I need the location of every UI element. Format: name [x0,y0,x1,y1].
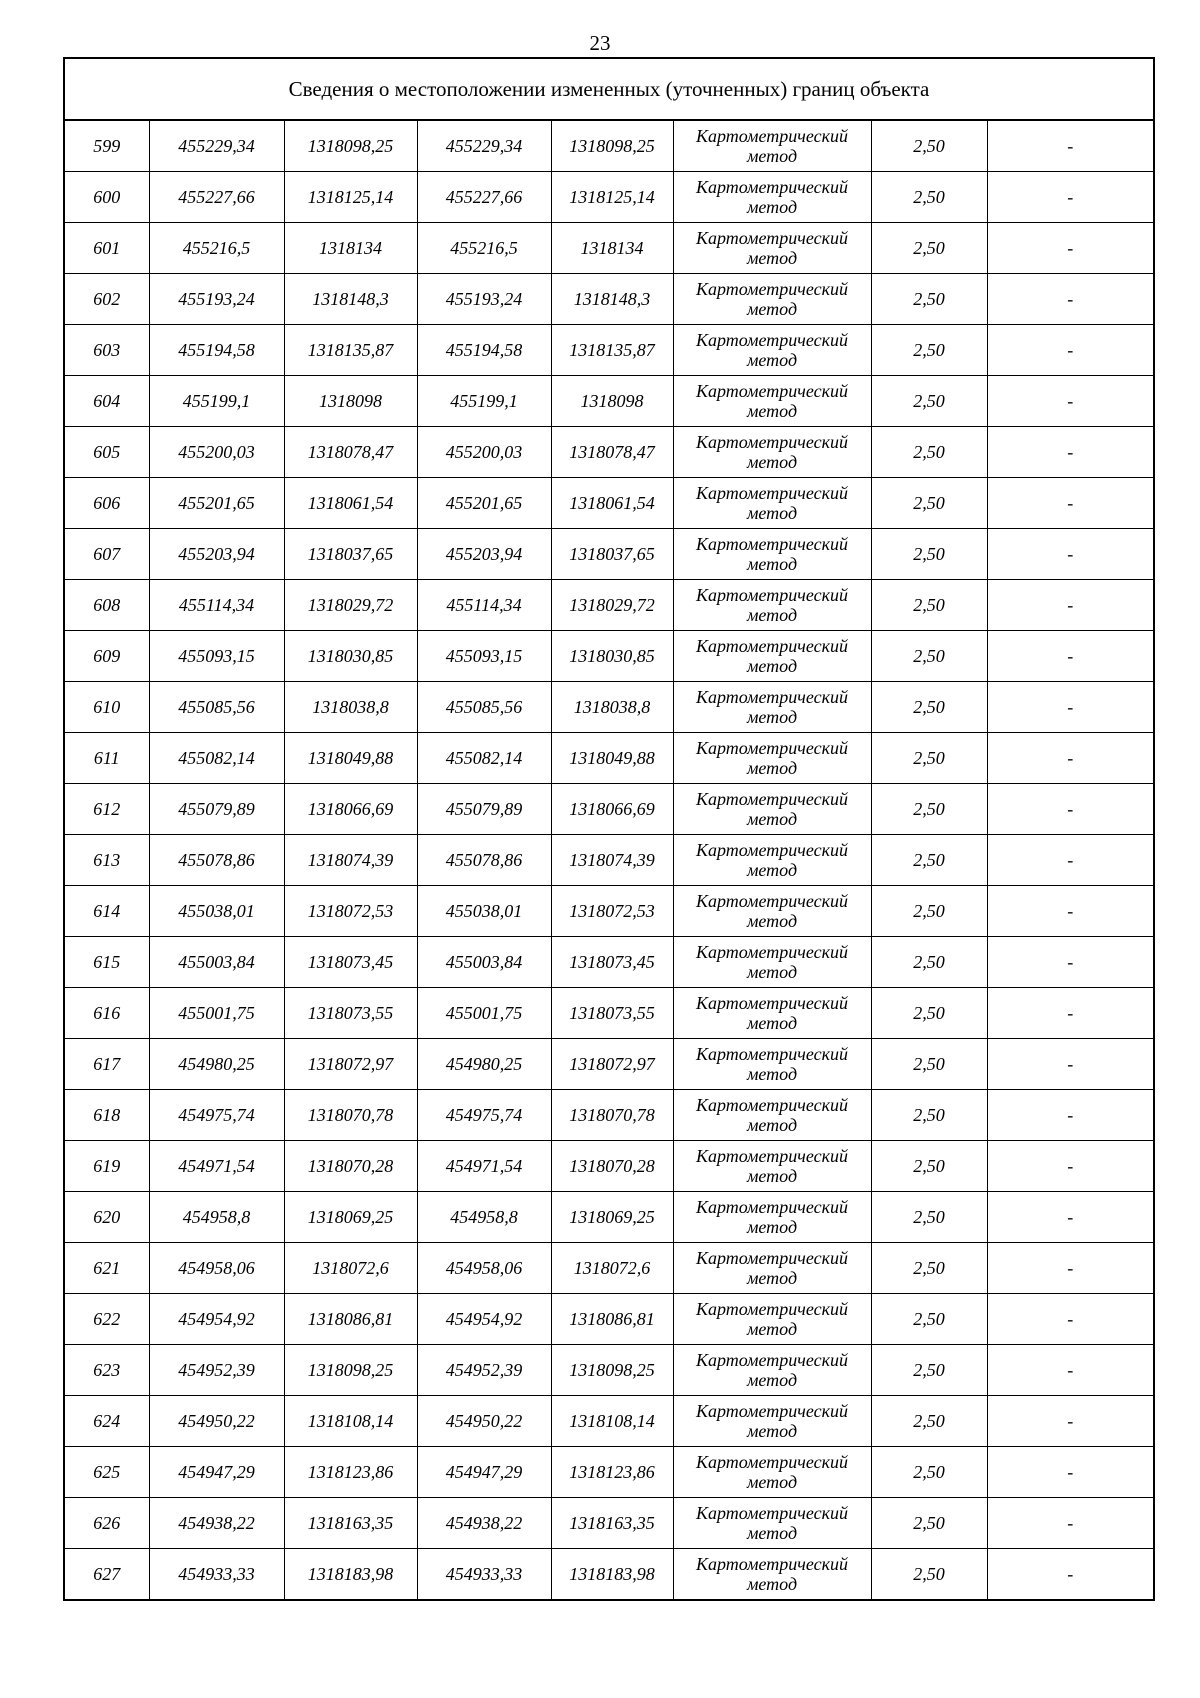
table-row [64,937,1154,988]
accuracy-cell: 2,50 [871,274,987,325]
existing-y-cell: 1318183,98 [284,1549,417,1601]
table-row [64,682,1154,733]
existing-y-cell: 1318070,28 [284,1141,417,1192]
refined-x-cell: 455216,5 [417,223,551,274]
existing-y-cell: 1318086,81 [284,1294,417,1345]
note-cell: - [987,120,1154,172]
accuracy-cell: 2,50 [871,1447,987,1498]
point-number-cell: 599 [64,120,149,172]
refined-y-cell: 1318029,72 [551,580,673,631]
existing-y-cell: 1318070,78 [284,1090,417,1141]
point-number-cell: 623 [64,1345,149,1396]
method-cell: Картометрический метод [673,1498,871,1549]
table-row [64,733,1154,784]
point-number-cell: 621 [64,1243,149,1294]
method-cell: Картометрический метод [673,1192,871,1243]
method-cell: Картометрический метод [673,1039,871,1090]
method-cell: Картометрический метод [673,1243,871,1294]
existing-y-cell: 1318108,14 [284,1396,417,1447]
refined-y-cell: 1318073,45 [551,937,673,988]
accuracy-cell: 2,50 [871,784,987,835]
refined-y-cell: 1318163,35 [551,1498,673,1549]
note-cell: - [987,1039,1154,1090]
note-cell: - [987,1090,1154,1141]
table-row [64,1192,1154,1243]
table-header-row [64,58,1154,120]
refined-x-cell: 454954,92 [417,1294,551,1345]
point-number-cell: 600 [64,172,149,223]
point-number-cell: 619 [64,1141,149,1192]
note-cell: - [987,580,1154,631]
refined-x-cell: 455079,89 [417,784,551,835]
accuracy-cell: 2,50 [871,1498,987,1549]
table-title: Сведения о местоположении измененных (уточненных) границ объекта [64,58,1154,120]
accuracy-cell: 2,50 [871,631,987,682]
point-number-cell: 602 [64,274,149,325]
point-number-cell: 614 [64,886,149,937]
accuracy-cell: 2,50 [871,988,987,1039]
table-row [64,325,1154,376]
method-cell: Картометрический метод [673,325,871,376]
note-cell: - [987,325,1154,376]
refined-x-cell: 455093,15 [417,631,551,682]
refined-x-cell: 455114,34 [417,580,551,631]
refined-x-cell: 455085,56 [417,682,551,733]
point-number-cell: 601 [64,223,149,274]
refined-y-cell: 1318066,69 [551,784,673,835]
point-number-cell: 617 [64,1039,149,1090]
refined-x-cell: 454980,25 [417,1039,551,1090]
refined-y-cell: 1318135,87 [551,325,673,376]
refined-y-cell: 1318030,85 [551,631,673,682]
method-cell: Картометрический метод [673,172,871,223]
existing-x-cell: 455216,5 [149,223,284,274]
existing-y-cell: 1318030,85 [284,631,417,682]
note-cell: - [987,1192,1154,1243]
accuracy-cell: 2,50 [871,376,987,427]
existing-x-cell: 455093,15 [149,631,284,682]
note-cell: - [987,1549,1154,1601]
existing-y-cell: 1318078,47 [284,427,417,478]
method-cell: Картометрический метод [673,120,871,172]
refined-x-cell: 455229,34 [417,120,551,172]
table-row [64,988,1154,1039]
note-cell: - [987,478,1154,529]
accuracy-cell: 2,50 [871,478,987,529]
table-row [64,274,1154,325]
accuracy-cell: 2,50 [871,120,987,172]
note-cell: - [987,1294,1154,1345]
table-row [64,631,1154,682]
point-number-cell: 604 [64,376,149,427]
note-cell: - [987,937,1154,988]
table-row [64,223,1154,274]
refined-y-cell: 1318134 [551,223,673,274]
accuracy-cell: 2,50 [871,937,987,988]
table-row [64,427,1154,478]
existing-x-cell: 454958,8 [149,1192,284,1243]
existing-y-cell: 1318061,54 [284,478,417,529]
point-number-cell: 610 [64,682,149,733]
existing-x-cell: 454958,06 [149,1243,284,1294]
existing-x-cell: 455003,84 [149,937,284,988]
table-row [64,1549,1154,1601]
existing-y-cell: 1318037,65 [284,529,417,580]
existing-y-cell: 1318069,25 [284,1192,417,1243]
refined-x-cell: 454975,74 [417,1090,551,1141]
refined-x-cell: 454938,22 [417,1498,551,1549]
note-cell: - [987,223,1154,274]
existing-y-cell: 1318135,87 [284,325,417,376]
accuracy-cell: 2,50 [871,1141,987,1192]
existing-x-cell: 455229,34 [149,120,284,172]
existing-x-cell: 455200,03 [149,427,284,478]
existing-y-cell: 1318072,97 [284,1039,417,1090]
method-cell: Картометрический метод [673,733,871,784]
accuracy-cell: 2,50 [871,1039,987,1090]
existing-x-cell: 455114,34 [149,580,284,631]
table-row [64,1243,1154,1294]
existing-y-cell: 1318072,53 [284,886,417,937]
accuracy-cell: 2,50 [871,580,987,631]
refined-y-cell: 1318037,65 [551,529,673,580]
existing-x-cell: 455194,58 [149,325,284,376]
method-cell: Картометрический метод [673,478,871,529]
note-cell: - [987,1141,1154,1192]
point-number-cell: 622 [64,1294,149,1345]
method-cell: Картометрический метод [673,1345,871,1396]
existing-y-cell: 1318148,3 [284,274,417,325]
table-row [64,886,1154,937]
refined-y-cell: 1318148,3 [551,274,673,325]
method-cell: Картометрический метод [673,1141,871,1192]
accuracy-cell: 2,50 [871,682,987,733]
accuracy-cell: 2,50 [871,1243,987,1294]
existing-x-cell: 454933,33 [149,1549,284,1601]
table-row [64,1498,1154,1549]
point-number-cell: 613 [64,835,149,886]
refined-y-cell: 1318069,25 [551,1192,673,1243]
table-row [64,1396,1154,1447]
method-cell: Картометрический метод [673,1447,871,1498]
accuracy-cell: 2,50 [871,886,987,937]
existing-x-cell: 455078,86 [149,835,284,886]
existing-x-cell: 455085,56 [149,682,284,733]
note-cell: - [987,172,1154,223]
existing-y-cell: 1318123,86 [284,1447,417,1498]
existing-y-cell: 1318066,69 [284,784,417,835]
note-cell: - [987,427,1154,478]
existing-x-cell: 455082,14 [149,733,284,784]
refined-y-cell: 1318086,81 [551,1294,673,1345]
existing-x-cell: 455193,24 [149,274,284,325]
existing-y-cell: 1318073,55 [284,988,417,1039]
point-number-cell: 618 [64,1090,149,1141]
table-row [64,835,1154,886]
existing-y-cell: 1318134 [284,223,417,274]
refined-y-cell: 1318070,28 [551,1141,673,1192]
accuracy-cell: 2,50 [871,733,987,784]
existing-x-cell: 454975,74 [149,1090,284,1141]
method-cell: Картометрический метод [673,1090,871,1141]
table-row [64,120,1154,172]
note-cell: - [987,1447,1154,1498]
point-number-cell: 612 [64,784,149,835]
refined-x-cell: 455082,14 [417,733,551,784]
refined-y-cell: 1318072,6 [551,1243,673,1294]
existing-x-cell: 454954,92 [149,1294,284,1345]
refined-y-cell: 1318074,39 [551,835,673,886]
existing-x-cell: 454952,39 [149,1345,284,1396]
refined-y-cell: 1318073,55 [551,988,673,1039]
accuracy-cell: 2,50 [871,325,987,376]
refined-y-cell: 1318098 [551,376,673,427]
existing-y-cell: 1318163,35 [284,1498,417,1549]
existing-x-cell: 455203,94 [149,529,284,580]
existing-x-cell: 454947,29 [149,1447,284,1498]
accuracy-cell: 2,50 [871,1192,987,1243]
existing-x-cell: 455227,66 [149,172,284,223]
table-row [64,1141,1154,1192]
note-cell: - [987,733,1154,784]
existing-y-cell: 1318098,25 [284,1345,417,1396]
method-cell: Картометрический метод [673,580,871,631]
table-row [64,1447,1154,1498]
point-number-cell: 616 [64,988,149,1039]
table-row [64,376,1154,427]
table-row [64,580,1154,631]
refined-x-cell: 455203,94 [417,529,551,580]
refined-x-cell: 454971,54 [417,1141,551,1192]
table-body [64,58,1154,1600]
note-cell: - [987,376,1154,427]
existing-y-cell: 1318074,39 [284,835,417,886]
refined-x-cell: 454958,8 [417,1192,551,1243]
method-cell: Картометрический метод [673,784,871,835]
table-row [64,1294,1154,1345]
table-row [64,172,1154,223]
accuracy-cell: 2,50 [871,1090,987,1141]
refined-x-cell: 455194,58 [417,325,551,376]
note-cell: - [987,1498,1154,1549]
refined-x-cell: 455193,24 [417,274,551,325]
point-number-cell: 620 [64,1192,149,1243]
table-row [64,529,1154,580]
accuracy-cell: 2,50 [871,835,987,886]
table-row [64,478,1154,529]
existing-x-cell: 454950,22 [149,1396,284,1447]
refined-y-cell: 1318098,25 [551,1345,673,1396]
point-number-cell: 607 [64,529,149,580]
refined-y-cell: 1318072,97 [551,1039,673,1090]
note-cell: - [987,835,1154,886]
refined-x-cell: 455200,03 [417,427,551,478]
point-number-cell: 625 [64,1447,149,1498]
point-number-cell: 627 [64,1549,149,1601]
refined-x-cell: 454958,06 [417,1243,551,1294]
accuracy-cell: 2,50 [871,223,987,274]
method-cell: Картометрический метод [673,988,871,1039]
existing-y-cell: 1318072,6 [284,1243,417,1294]
refined-y-cell: 1318061,54 [551,478,673,529]
existing-y-cell: 1318098,25 [284,120,417,172]
note-cell: - [987,682,1154,733]
note-cell: - [987,988,1154,1039]
refined-y-cell: 1318123,86 [551,1447,673,1498]
page-number: 23 [589,31,611,55]
refined-x-cell: 455227,66 [417,172,551,223]
refined-y-cell: 1318098,25 [551,120,673,172]
refined-y-cell: 1318049,88 [551,733,673,784]
existing-x-cell: 454980,25 [149,1039,284,1090]
method-cell: Картометрический метод [673,274,871,325]
point-number-cell: 603 [64,325,149,376]
existing-y-cell: 1318029,72 [284,580,417,631]
point-number-cell: 615 [64,937,149,988]
refined-y-cell: 1318125,14 [551,172,673,223]
existing-x-cell: 455079,89 [149,784,284,835]
existing-y-cell: 1318073,45 [284,937,417,988]
refined-x-cell: 455199,1 [417,376,551,427]
refined-y-cell: 1318108,14 [551,1396,673,1447]
method-cell: Картометрический метод [673,376,871,427]
note-cell: - [987,886,1154,937]
method-cell: Картометрический метод [673,937,871,988]
method-cell: Картометрический метод [673,223,871,274]
method-cell: Картометрический метод [673,1294,871,1345]
existing-x-cell: 455038,01 [149,886,284,937]
refined-y-cell: 1318038,8 [551,682,673,733]
note-cell: - [987,631,1154,682]
refined-y-cell: 1318078,47 [551,427,673,478]
point-number-cell: 609 [64,631,149,682]
point-number-cell: 606 [64,478,149,529]
existing-y-cell: 1318038,8 [284,682,417,733]
refined-x-cell: 455201,65 [417,478,551,529]
existing-y-cell: 1318049,88 [284,733,417,784]
accuracy-cell: 2,50 [871,1396,987,1447]
refined-x-cell: 455003,84 [417,937,551,988]
accuracy-cell: 2,50 [871,1549,987,1601]
accuracy-cell: 2,50 [871,172,987,223]
accuracy-cell: 2,50 [871,427,987,478]
existing-x-cell: 455201,65 [149,478,284,529]
existing-x-cell: 455001,75 [149,988,284,1039]
point-number-cell: 624 [64,1396,149,1447]
refined-x-cell: 455078,86 [417,835,551,886]
refined-x-cell: 455038,01 [417,886,551,937]
table-row [64,1345,1154,1396]
method-cell: Картометрический метод [673,886,871,937]
method-cell: Картометрический метод [673,631,871,682]
refined-x-cell: 454950,22 [417,1396,551,1447]
method-cell: Картометрический метод [673,682,871,733]
table-row [64,1039,1154,1090]
refined-y-cell: 1318183,98 [551,1549,673,1601]
point-number-cell: 626 [64,1498,149,1549]
note-cell: - [987,784,1154,835]
note-cell: - [987,1345,1154,1396]
table-row [64,784,1154,835]
note-cell: - [987,274,1154,325]
method-cell: Картометрический метод [673,529,871,580]
method-cell: Картометрический метод [673,1396,871,1447]
existing-x-cell: 454971,54 [149,1141,284,1192]
point-number-cell: 605 [64,427,149,478]
accuracy-cell: 2,50 [871,1345,987,1396]
table-row [64,1090,1154,1141]
method-cell: Картометрический метод [673,1549,871,1601]
note-cell: - [987,1243,1154,1294]
point-number-cell: 608 [64,580,149,631]
boundary-coordinates-table [63,57,1155,1601]
existing-y-cell: 1318125,14 [284,172,417,223]
note-cell: - [987,1396,1154,1447]
refined-y-cell: 1318070,78 [551,1090,673,1141]
point-number-cell: 611 [64,733,149,784]
existing-x-cell: 455199,1 [149,376,284,427]
method-cell: Картометрический метод [673,835,871,886]
refined-y-cell: 1318072,53 [551,886,673,937]
method-cell: Картометрический метод [673,427,871,478]
note-cell: - [987,529,1154,580]
accuracy-cell: 2,50 [871,529,987,580]
existing-y-cell: 1318098 [284,376,417,427]
existing-x-cell: 454938,22 [149,1498,284,1549]
accuracy-cell: 2,50 [871,1294,987,1345]
refined-x-cell: 454947,29 [417,1447,551,1498]
refined-x-cell: 455001,75 [417,988,551,1039]
refined-x-cell: 454933,33 [417,1549,551,1601]
refined-x-cell: 454952,39 [417,1345,551,1396]
